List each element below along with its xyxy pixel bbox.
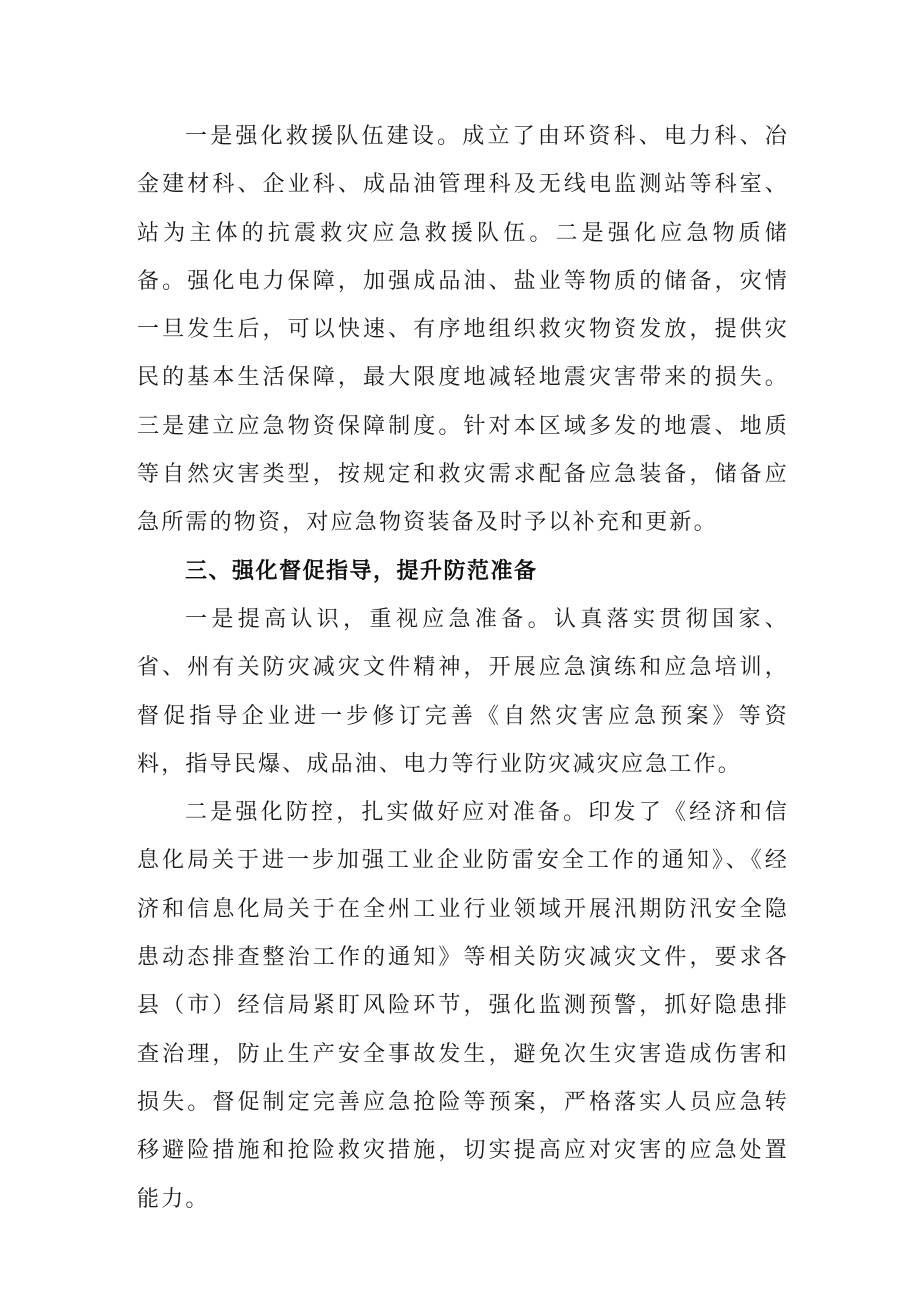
section-heading: 三、强化督促指导，提升防范准备 xyxy=(185,558,538,584)
paragraph-rescue-team: 一是强化救援队伍建设。成立了由环资科、电力科、冶金建材科、企业科、成品油管理科及无线电监测站等科室、站为主体的抗震救灾应急救援队伍。二是强化应急物质储备。强化电力保障，加强成品油、盐业等物质的储备，灾情一旦发生后，可以快速、有序地组织救灾物资发放，提供灾民的基本生活保障，最大限度地减轻地震灾害带来的损失。三是建立应急物资保障制度。针对本区域多发的地震、地质等自然灾害类型，按规定和救灾需求配备应急装备，储备应急所需的物资，对应急物资装备及时予以补充和更新。 xyxy=(137,124,789,536)
paragraph-awareness: 一是提高认识，重视应急准备。认真落实贯彻国家、省、州有关防灾减灾文件精神，开展应急演练和应急培训，督促指导企业进一步修订完善《自然灾害应急预案》等资料，指导民爆、成品油、电力等行业防灾减灾应急工作。 xyxy=(137,606,789,777)
paragraph-prevention: 二是强化防控，扎实做好应对准备。印发了《经济和信息化局关于进一步加强工业企业防雷安全工作的通知》、《经济和信息化局关于在全州工业行业领域开展汛期防汛安全隐患动态排查整治工作的通知》等相关防灾减灾文件，要求各县（市）经信局紧盯风险环节，强化监测预警，抓好隐患排查治理，防止生产安全事故发生，避免次生灾害造成伤害和损失。督促制定完善应急抢险等预案，严格落实人员应急转移避险措施和抢险救灾措施，切实提高应对灾害的应急处置能力。 xyxy=(137,800,789,1212)
document-page xyxy=(137,113,789,1224)
